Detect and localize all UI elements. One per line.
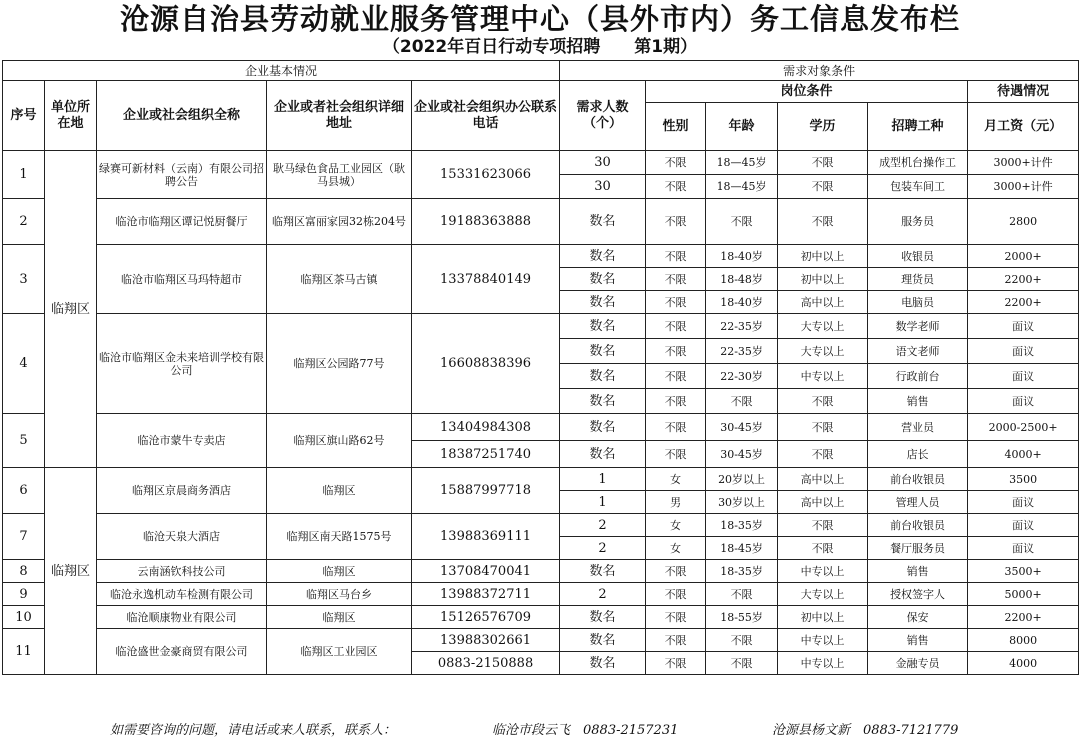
header-edu: 学历: [778, 103, 868, 151]
header-welfare: 待遇情况: [968, 81, 1079, 103]
table-row: [3, 314, 1079, 339]
cell-edu: 高中以上: [778, 468, 868, 491]
cell-age: 18-45岁: [706, 537, 778, 560]
cell-gender: 不限: [646, 441, 706, 468]
cell-phone: 13988302661: [412, 629, 560, 652]
cell-company-name: 临沧市蒙牛专卖店: [97, 414, 267, 468]
cell-count: 2: [560, 514, 646, 537]
group-header-company: 企业基本情况: [3, 61, 560, 81]
cell-edu: 不限: [778, 537, 868, 560]
cell-company-address: 耿马绿色食品工业园区（耿马县城）: [267, 151, 412, 199]
cell-salary: 面议: [968, 491, 1079, 514]
cell-edu: 大专以上: [778, 583, 868, 606]
cell-edu: 中专以上: [778, 560, 868, 583]
cell-job: 服务员: [868, 199, 968, 245]
cell-company-name: 临沧顺康物业有限公司: [97, 606, 267, 629]
cell-count: 数名: [560, 441, 646, 468]
cell-age: 18—45岁: [706, 175, 778, 199]
header-address: 企业或者社会组织详细地址: [267, 81, 412, 151]
cell-gender: 女: [646, 468, 706, 491]
cell-company-name: 临沧市临翔区马玛特超市: [97, 245, 267, 314]
cell-phone: 13404984308: [412, 414, 560, 441]
cell-region: 临翔区: [45, 468, 97, 675]
cell-company-name: 绿赛可新材料（云南）有限公司招聘公告: [97, 151, 267, 199]
cell-phone: 15887997718: [412, 468, 560, 514]
footer-note: 如需要咨询的问题，请电话或来人联系，联系人：: [110, 723, 397, 738]
cell-edu: 中专以上: [778, 629, 868, 652]
cell-company-name: 临沧市临翔区金未来培训学校有限公司: [97, 314, 267, 414]
cell-company-address: 临翔区旗山路62号: [267, 414, 412, 468]
cell-company-name: 临沧盛世金豪商贸有限公司: [97, 629, 267, 675]
header-job: 招聘工种: [868, 103, 968, 151]
cell-edu: 不限: [778, 199, 868, 245]
cell-gender: 不限: [646, 339, 706, 364]
header-age: 年龄: [706, 103, 778, 151]
header-phone: 企业或社会组织办公联系电话: [412, 81, 560, 151]
cell-salary: 3500: [968, 468, 1079, 491]
cell-seq: 10: [3, 606, 45, 629]
cell-gender: 不限: [646, 364, 706, 389]
table-row: [3, 199, 1079, 245]
cell-gender: 不限: [646, 245, 706, 268]
cell-salary: 5000+: [968, 583, 1079, 606]
cell-job: 语文老师: [868, 339, 968, 364]
cell-job: 前台收银员: [868, 468, 968, 491]
cell-edu: 不限: [778, 175, 868, 199]
cell-age: 30-45岁: [706, 414, 778, 441]
cell-seq: 4: [3, 314, 45, 414]
cell-count: 数名: [560, 560, 646, 583]
cell-gender: 女: [646, 537, 706, 560]
cell-seq: 2: [3, 199, 45, 245]
cell-job: 管理人员: [868, 491, 968, 514]
cell-phone: 13988372711: [412, 583, 560, 606]
cell-salary: 2000+: [968, 245, 1079, 268]
header-position: 岗位条件: [646, 81, 968, 103]
cell-salary: 面议: [968, 514, 1079, 537]
cell-salary: 面议: [968, 537, 1079, 560]
cell-job: 行政前台: [868, 364, 968, 389]
group-header-demand: 需求对象条件: [560, 61, 1079, 81]
cell-gender: 不限: [646, 560, 706, 583]
cell-company-address: 临翔区工业园区: [267, 629, 412, 675]
cell-age: 18—45岁: [706, 151, 778, 175]
cell-edu: 初中以上: [778, 245, 868, 268]
cell-salary: 8000: [968, 629, 1079, 652]
cell-age: 18-40岁: [706, 291, 778, 314]
cell-age: 不限: [706, 652, 778, 675]
cell-count: 数名: [560, 199, 646, 245]
table-row: [3, 468, 1079, 491]
cell-count: 数名: [560, 414, 646, 441]
table-row: [3, 414, 1079, 441]
cell-job: 销售: [868, 560, 968, 583]
cell-count: 数名: [560, 314, 646, 339]
header-region: 单位所在地: [45, 81, 97, 151]
cell-salary: 2800: [968, 199, 1079, 245]
cell-phone: 19188363888: [412, 199, 560, 245]
cell-count: 数名: [560, 291, 646, 314]
cell-seq: 1: [3, 151, 45, 199]
cell-seq: 9: [3, 583, 45, 606]
cell-job: 保安: [868, 606, 968, 629]
cell-job: 电脑员: [868, 291, 968, 314]
cell-job: 销售: [868, 389, 968, 414]
table-row: [3, 583, 1079, 606]
cell-phone: 18387251740: [412, 441, 560, 468]
cell-job: 成型机台操作工: [868, 151, 968, 175]
cell-seq: 8: [3, 560, 45, 583]
cell-phone: 15126576709: [412, 606, 560, 629]
cell-count: 30: [560, 175, 646, 199]
cell-age: 不限: [706, 389, 778, 414]
cell-count: 1: [560, 491, 646, 514]
header-salary: 月工资（元）: [968, 103, 1079, 151]
cell-salary: 3500+: [968, 560, 1079, 583]
table-row: [3, 245, 1079, 268]
cell-edu: 不限: [778, 514, 868, 537]
cell-edu: 高中以上: [778, 291, 868, 314]
cell-count: 2: [560, 537, 646, 560]
cell-count: 数名: [560, 606, 646, 629]
cell-count: 数名: [560, 389, 646, 414]
cell-job: 金融专员: [868, 652, 968, 675]
cell-edu: 不限: [778, 151, 868, 175]
cell-salary: 面议: [968, 389, 1079, 414]
cell-salary: 3000+计件: [968, 151, 1079, 175]
cell-salary: 2000-2500+: [968, 414, 1079, 441]
cell-salary: 4000: [968, 652, 1079, 675]
cell-seq: 11: [3, 629, 45, 675]
footer-contact-cangyuan: 沧源县杨文新 0883-7121779: [772, 723, 959, 738]
cell-seq: 6: [3, 468, 45, 514]
cell-count: 数名: [560, 268, 646, 291]
cell-gender: 不限: [646, 629, 706, 652]
cell-phone: 15331623066: [412, 151, 560, 199]
cell-gender: 不限: [646, 175, 706, 199]
cell-edu: 大专以上: [778, 339, 868, 364]
cell-salary: 2200+: [968, 268, 1079, 291]
job-table-wrapper: [2, 60, 1078, 675]
cell-company-name: 临翔区京晨商务酒店: [97, 468, 267, 514]
table-row: [3, 606, 1079, 629]
table-row: [3, 514, 1079, 537]
cell-job: 包装车间工: [868, 175, 968, 199]
cell-edu: 高中以上: [778, 491, 868, 514]
cell-salary: 4000+: [968, 441, 1079, 468]
cell-edu: 初中以上: [778, 606, 868, 629]
cell-edu: 初中以上: [778, 268, 868, 291]
cell-age: 30岁以上: [706, 491, 778, 514]
cell-company-address: 临翔区马台乡: [267, 583, 412, 606]
cell-age: 30-45岁: [706, 441, 778, 468]
job-table: [2, 60, 1079, 675]
cell-count: 1: [560, 468, 646, 491]
cell-company-address: 临翔区: [267, 606, 412, 629]
cell-job: 营业员: [868, 414, 968, 441]
cell-company-name: 临沧天泉大酒店: [97, 514, 267, 560]
cell-company-address: 临翔区: [267, 468, 412, 514]
cell-gender: 不限: [646, 199, 706, 245]
cell-phone: 13708470041: [412, 560, 560, 583]
cell-age: 18-40岁: [706, 245, 778, 268]
cell-age: 22-35岁: [706, 314, 778, 339]
cell-edu: 中专以上: [778, 652, 868, 675]
cell-company-address: 临翔区南天路1575号: [267, 514, 412, 560]
cell-count: 数名: [560, 364, 646, 389]
header-count: 需求人数（个）: [560, 81, 646, 151]
cell-salary: 面议: [968, 314, 1079, 339]
cell-salary: 3000+计件: [968, 175, 1079, 199]
cell-age: 18-35岁: [706, 560, 778, 583]
cell-age: 22-30岁: [706, 364, 778, 389]
cell-count: 数名: [560, 339, 646, 364]
cell-gender: 不限: [646, 314, 706, 339]
cell-seq: 5: [3, 414, 45, 468]
cell-age: 18-55岁: [706, 606, 778, 629]
cell-age: 不限: [706, 629, 778, 652]
cell-salary: 2200+: [968, 291, 1079, 314]
cell-gender: 不限: [646, 414, 706, 441]
cell-job: 前台收银员: [868, 514, 968, 537]
cell-age: 20岁以上: [706, 468, 778, 491]
cell-job: 理货员: [868, 268, 968, 291]
cell-edu: 不限: [778, 441, 868, 468]
cell-age: 18-48岁: [706, 268, 778, 291]
footer-contact-lincang: 临沧市段云飞 0883-2157231: [492, 723, 679, 738]
cell-phone: 13988369111: [412, 514, 560, 560]
cell-phone: 0883-2150888: [412, 652, 560, 675]
cell-count: 30: [560, 151, 646, 175]
cell-region: 临翔区: [45, 151, 97, 468]
cell-job: 餐厅服务员: [868, 537, 968, 560]
cell-job: 收银员: [868, 245, 968, 268]
page-title: 沧源自治县劳动就业服务管理中心（县外市内）务工信息发布栏: [119, 2, 960, 36]
cell-company-address: 临翔区茶马古镇: [267, 245, 412, 314]
cell-company-name: 临沧市临翔区谭记悦厨餐厅: [97, 199, 267, 245]
cell-gender: 不限: [646, 291, 706, 314]
cell-count: 数名: [560, 652, 646, 675]
cell-company-name: 云南涵钦科技公司: [97, 560, 267, 583]
cell-gender: 不限: [646, 606, 706, 629]
cell-age: 不限: [706, 583, 778, 606]
cell-age: 18-35岁: [706, 514, 778, 537]
cell-company-address: 临翔区富丽家园32栋204号: [267, 199, 412, 245]
cell-company-name: 临沧永逸机动车检测有限公司: [97, 583, 267, 606]
table-row: [3, 629, 1079, 652]
page-subtitle: （2022年百日行动专项招聘 第1期）: [382, 37, 698, 57]
cell-seq: 7: [3, 514, 45, 560]
table-body: [3, 151, 1079, 675]
cell-gender: 不限: [646, 652, 706, 675]
cell-seq: 3: [3, 245, 45, 314]
cell-age: 不限: [706, 199, 778, 245]
cell-edu: 中专以上: [778, 364, 868, 389]
header-seq: 序号: [3, 81, 45, 151]
cell-edu: 不限: [778, 389, 868, 414]
cell-salary: 面议: [968, 364, 1079, 389]
cell-job: 店长: [868, 441, 968, 468]
header-gender: 性别: [646, 103, 706, 151]
cell-gender: 女: [646, 514, 706, 537]
cell-job: 销售: [868, 629, 968, 652]
cell-phone: 16608838396: [412, 314, 560, 414]
table-row: [3, 151, 1079, 175]
cell-company-address: 临翔区: [267, 560, 412, 583]
cell-count: 2: [560, 583, 646, 606]
cell-job: 数学老师: [868, 314, 968, 339]
cell-salary: 2200+: [968, 606, 1079, 629]
cell-gender: 不限: [646, 151, 706, 175]
cell-edu: 大专以上: [778, 314, 868, 339]
cell-salary: 面议: [968, 339, 1079, 364]
header-name: 企业或社会组织全称: [97, 81, 267, 151]
cell-edu: 不限: [778, 414, 868, 441]
cell-phone: 13378840149: [412, 245, 560, 314]
cell-count: 数名: [560, 245, 646, 268]
cell-gender: 不限: [646, 583, 706, 606]
cell-job: 授权签字人: [868, 583, 968, 606]
footer: [0, 720, 1080, 742]
cell-age: 22-35岁: [706, 339, 778, 364]
cell-gender: 男: [646, 491, 706, 514]
cell-gender: 不限: [646, 268, 706, 291]
cell-count: 数名: [560, 629, 646, 652]
table-row: [3, 560, 1079, 583]
cell-company-address: 临翔区公园路77号: [267, 314, 412, 414]
cell-gender: 不限: [646, 389, 706, 414]
